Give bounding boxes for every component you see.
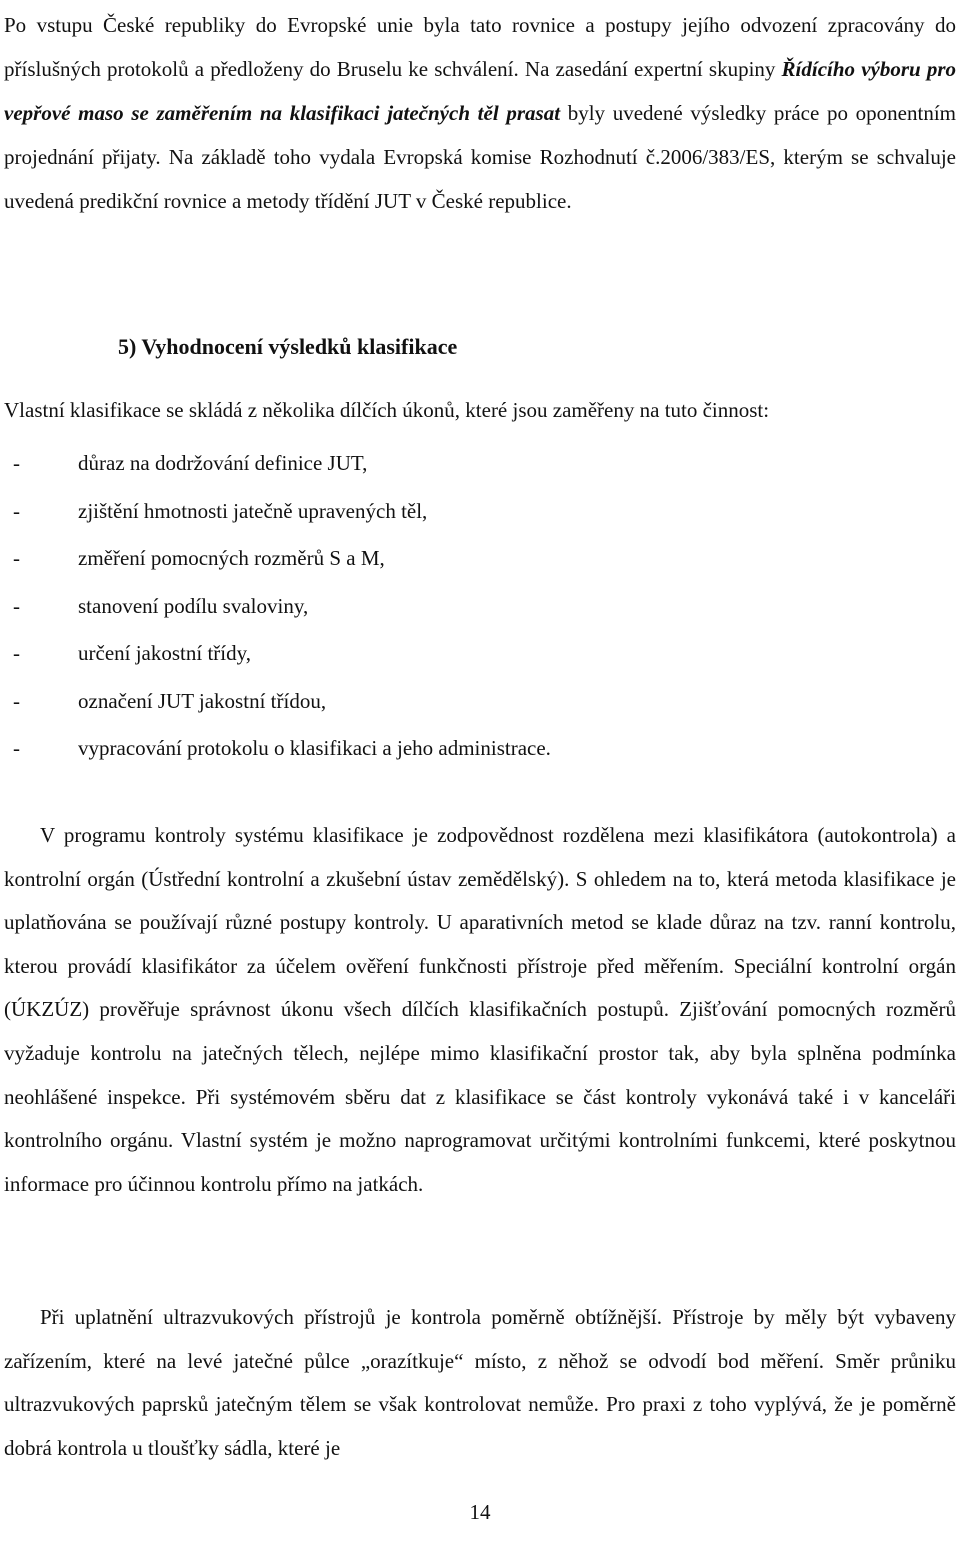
committee-name: Řídícího výboru pro vepřové maso se zaměřením na klasifikaci jatečných těl prasat [4,57,956,125]
list-item [4,678,551,726]
list-item-text: vypracování protokolu o klasifikaci a jeho administrace. [78,736,551,760]
list-intro: Vlastní klasifikace se skládá z několika dílčích úkonů, které jsou zaměřeny na tuto činnost: [4,398,770,422]
intro-text-part2: byly uvedené výsledky práce po oponentním projednání přijaty. Na základě toho vydala Evropská komise Rozhodnutí č.2006/383/ES, kterým se schvaluje uvedená predikční rovnice a metody třídění JUT v České republice. [4,101,957,213]
bullet-dash: - [13,451,20,475]
bullet-dash: - [13,688,20,713]
control-paragraph: V programu kontroly systému klasifikace je zodpovědnost rozdělena mezi klasifikátora (autokontrola) a kontrolní orgán (Ústřední kontrolní a zkušební ústav zemědělský). S ohledem na to, která metoda klasifikace je uplatňována se používají různé postupy kontroly. U aparativních metod se klade důraz na tzv. ranní kontrolu, kterou provádí klasifikátor za účelem ověření funkčnosti přístroje před měřením. Speciální kontrolní orgán (ÚKZÚZ) prověřuje správnost úkonu všech dílčích klasifikačních postupů. Zjišťování pomocných rozměrů vyžaduje kontrolu na jatečných tělech, nejlépe mimo klasifikační prostor tak, aby byla splněna podmínka neohlášené inspekce. Při systémovém sběru dat z klasifikace se část kontroly vykonává také i v kanceláři kontrolního orgánu. Vlastní systém je možno naprogramovat určitými kontrolními funkcemi, které poskytnou informace pro účinnou kontrolu přímo na jatkách. [4,823,956,1196]
list-item-text: změření pomocných rozměrů S a M, [78,546,385,570]
list-item-text: zjištění hmotnosti jatečně upravených těl, [78,498,428,523]
list-item [4,535,551,583]
list-item [4,725,551,773]
list-item [4,630,551,678]
ultrasound-paragraph: Při uplatnění ultrazvukových přístrojů je kontrola poměrně obtížnější. Přístroje by měly být vybaveny zařízením, které na levé jatečné půlce „orazítkuje“ místo, z něhož se odvodí bod měření. Směr průniku ultrazvukových paprsků jatečným tělem se však kontrolovat nemůže. Pro praxi z toho vyplývá, že je poměrně dobrá kontrola u tloušťky sádla, které je [4,1305,956,1460]
bullet-dash: - [13,641,20,665]
task-list [4,440,551,773]
list-item-text: označení JUT jakostní třídou, [78,688,327,713]
list-item-text: důraz na dodržování definice JUT, [78,451,368,475]
list-item [4,488,551,536]
intro-text-part1: Po vstupu České republiky do Evropské unie byla tato rovnice a postupy jejího odvození zpracovány do příslušných protokolů a předloženy do Bruselu ke schválení. Na zasedání expertní skupiny [4,13,956,81]
intro-paragraph [4,3,956,223]
list-item-text: určení jakostní třídy, [78,641,252,665]
list-item [4,440,551,488]
bullet-dash: - [13,498,20,523]
bullet-dash: - [13,546,20,570]
bullet-dash: - [13,736,20,760]
list-item [4,583,551,631]
page-number: 14 [469,1500,491,1524]
section-heading: 5) Vyhodnocení výsledků klasifikace [118,334,458,359]
list-item-text: stanovení podílu svaloviny, [78,593,309,618]
bullet-dash: - [13,593,20,618]
